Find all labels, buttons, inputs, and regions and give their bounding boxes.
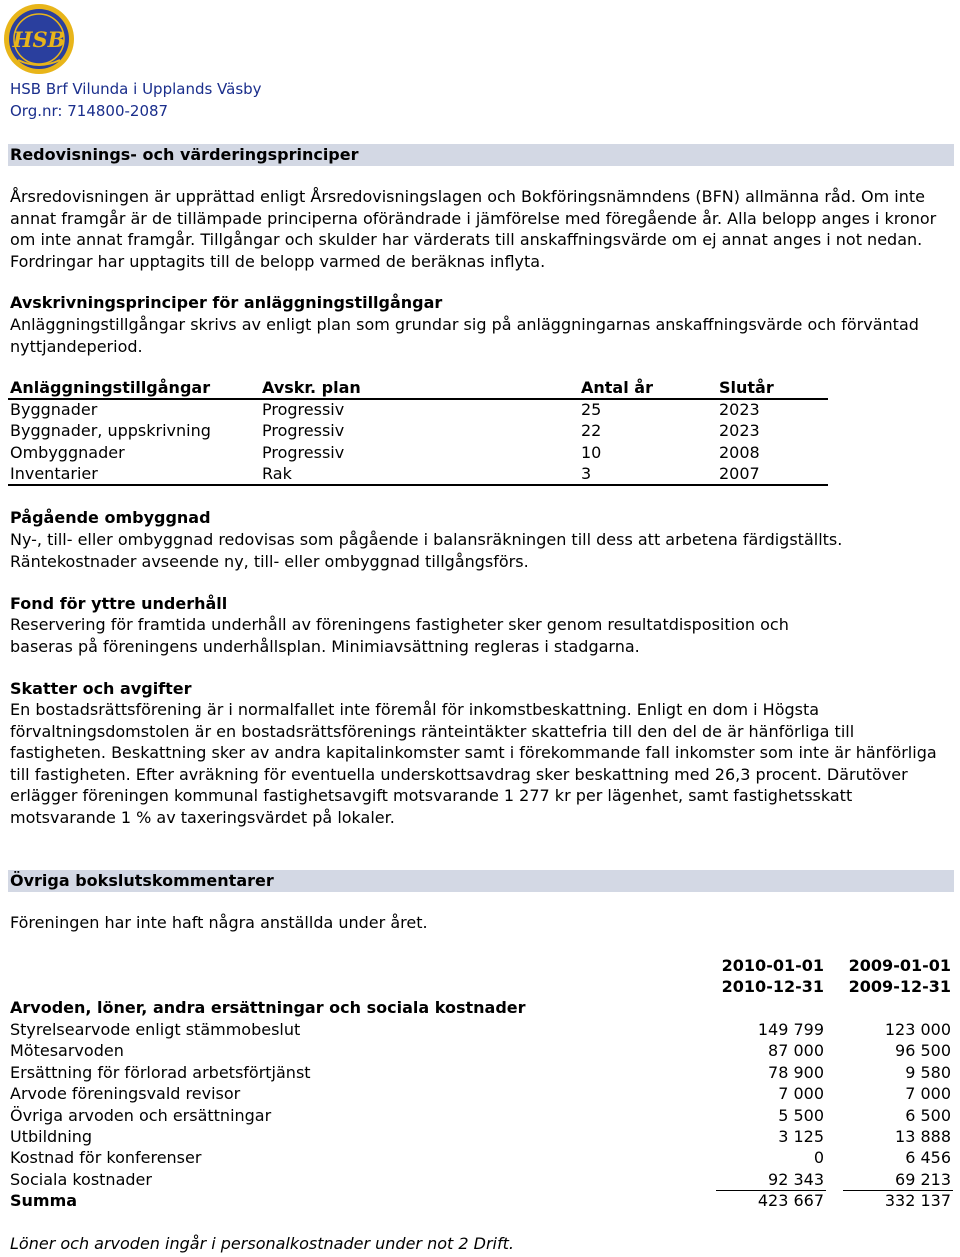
- comp-value-2010: 7 000: [778, 1084, 824, 1103]
- sum-value-2009: 332 137: [884, 1191, 951, 1210]
- comp-value-2009: 6 500: [905, 1106, 951, 1125]
- ongoing-text: Ny-, till- eller ombyggnad redovisas som pågående i balansräkningen till dess att arbetena färdigställts. Räntekostnader avseende ny, till- eller ombyggnad tillgångsförs.: [10, 530, 843, 571]
- asset-cell: Progressiv: [262, 400, 345, 419]
- comp-value-2009: 9 580: [905, 1063, 951, 1082]
- comp-value-2009: 6 456: [905, 1148, 951, 1167]
- comp-label: Mötesarvoden: [10, 1041, 124, 1060]
- intro-text: Årsredovisningen är upprättad enligt Årsredovisningslagen och Bokföringsnämndens (BFN) allmänna råd. Om inte annat framgår är de tillämpade principerna oförändrade i jämförelse med föregående år. Alla belopp anges i kronor om inte annat framgår. Tillgångar och skulder har värderats till anskaffningsvärde om ej annat anges i not nedan. Fordringar har upptagits till de belopp varmed de beräknas inflyta.: [10, 187, 937, 271]
- org-name: HSB Brf Vilunda i Upplands Väsby: [10, 80, 262, 98]
- comp-label: Ersättning för förlorad arbetsförtjänst: [10, 1063, 311, 1082]
- col2-start-date: 2009-01-01: [848, 956, 951, 975]
- asset-cell: Byggnader: [10, 400, 98, 419]
- col1-start-date: 2010-01-01: [721, 956, 824, 975]
- logo-text: HSB: [12, 27, 66, 52]
- asset-header-rule: [8, 398, 828, 400]
- comp-label: Sociala kostnader: [10, 1170, 152, 1189]
- section-title-accounting-principles: Redovisnings- och värderingsprinciper: [8, 144, 954, 166]
- comp-value-2010: 0: [813, 1148, 824, 1167]
- comp-value-2009: 96 500: [895, 1041, 951, 1060]
- tax-text: En bostadsrättsförening är i normalfallet inte föremål för inkomstbeskattning. Enligt en dom i Högsta förvaltningsdomstolen är en bostadsrättsförenings ränteintäkter skattefria till den del de är hänförliga till fastigheten. Beskattning sker av andra kapitalinkomster samt i förekommande fall inkomster som inte är hänförliga till fastigheten. Efter avräkning för eventuella underskottsavdrag sker beskattning med 26,3 procent. Därutöver erlägger föreningen kommunal fastighetsavgift motsvarande 1 277 kr per lägenhet, samt fastighetsskatt motsvarande 1 % av taxeringsvärdet på lokaler.: [10, 700, 937, 827]
- asset-header-name: Anläggningstillgångar: [10, 378, 211, 397]
- ongoing-heading: Pågående ombyggnad: [10, 508, 211, 527]
- comp-value-2010: 78 900: [768, 1063, 824, 1082]
- asset-cell: 3: [581, 464, 592, 483]
- asset-cell: 22: [581, 421, 602, 440]
- col2-end-date: 2009-12-31: [848, 977, 951, 996]
- asset-cell: Rak: [262, 464, 292, 483]
- asset-cell: Byggnader, uppskrivning: [10, 421, 211, 440]
- compensation-heading: Arvoden, löner, andra ersättningar och sociala kostnader: [10, 998, 526, 1017]
- asset-cell: Progressiv: [262, 421, 345, 440]
- asset-header-plan: Avskr. plan: [262, 378, 361, 397]
- comp-value-2010: 5 500: [778, 1106, 824, 1125]
- comp-value-2010: 87 000: [768, 1041, 824, 1060]
- asset-cell: Inventarier: [10, 464, 98, 483]
- section-title-other-comments: Övriga bokslutskommentarer: [8, 870, 954, 892]
- comp-label: Övriga arvoden och ersättningar: [10, 1106, 272, 1125]
- asset-header-years: Antal år: [581, 378, 653, 397]
- sum-label: Summa: [10, 1191, 78, 1210]
- asset-cell: 2023: [719, 400, 760, 419]
- comp-label: Styrelsearvode enligt stämmobeslut: [10, 1020, 301, 1039]
- comp-label: Utbildning: [10, 1127, 93, 1146]
- comp-value-2010: 92 343: [768, 1170, 824, 1189]
- asset-cell: 2008: [719, 443, 760, 462]
- comp-label: Kostnad för konferenser: [10, 1148, 202, 1167]
- comp-value-2009: 69 213: [895, 1170, 951, 1189]
- comp-value-2009: 7 000: [905, 1084, 951, 1103]
- comp-label: Arvode föreningsvald revisor: [10, 1084, 241, 1103]
- asset-cell: 2007: [719, 464, 760, 483]
- comp-value-2010: 3 125: [778, 1127, 824, 1146]
- tax-heading: Skatter och avgifter: [10, 679, 192, 698]
- comp-value-2010: 149 799: [757, 1020, 824, 1039]
- hsb-logo: [2, 2, 76, 76]
- comp-value-2009: 123 000: [884, 1020, 951, 1039]
- sum-value-2010: 423 667: [757, 1191, 824, 1210]
- asset-cell: 25: [581, 400, 602, 419]
- depreciation-heading: Avskrivningsprinciper för anläggningstillgångar: [10, 293, 443, 312]
- compensation-footnote: Löner och arvoden ingår i personalkostnader under not 2 Drift.: [10, 1234, 514, 1253]
- intro-paragraph: [10, 186, 950, 272]
- asset-cell: 2023: [719, 421, 760, 440]
- asset-header-end-year: Slutår: [719, 378, 774, 397]
- employees-text: Föreningen har inte haft några anställda under året.: [10, 913, 428, 932]
- comp-value-2009: 13 888: [895, 1127, 951, 1146]
- asset-cell: Progressiv: [262, 443, 345, 462]
- fund-text: Reservering för framtida underhåll av föreningens fastigheter sker genom resultatdisposition och baseras på föreningens underhållsplan. Minimiavsättning regleras i stadgarna.: [10, 615, 789, 656]
- org-number: Org.nr: 714800-2087: [10, 102, 169, 120]
- asset-footer-rule: [8, 484, 828, 486]
- col1-end-date: 2010-12-31: [721, 977, 824, 996]
- asset-cell: 10: [581, 443, 602, 462]
- fund-heading: Fond för yttre underhåll: [10, 594, 228, 613]
- asset-cell: Ombyggnader: [10, 443, 125, 462]
- depreciation-text: Anläggningstillgångar skrivs av enligt plan som grundar sig på anläggningarnas anskaffningsvärde och förväntad nyttjandeperiod.: [10, 315, 919, 356]
